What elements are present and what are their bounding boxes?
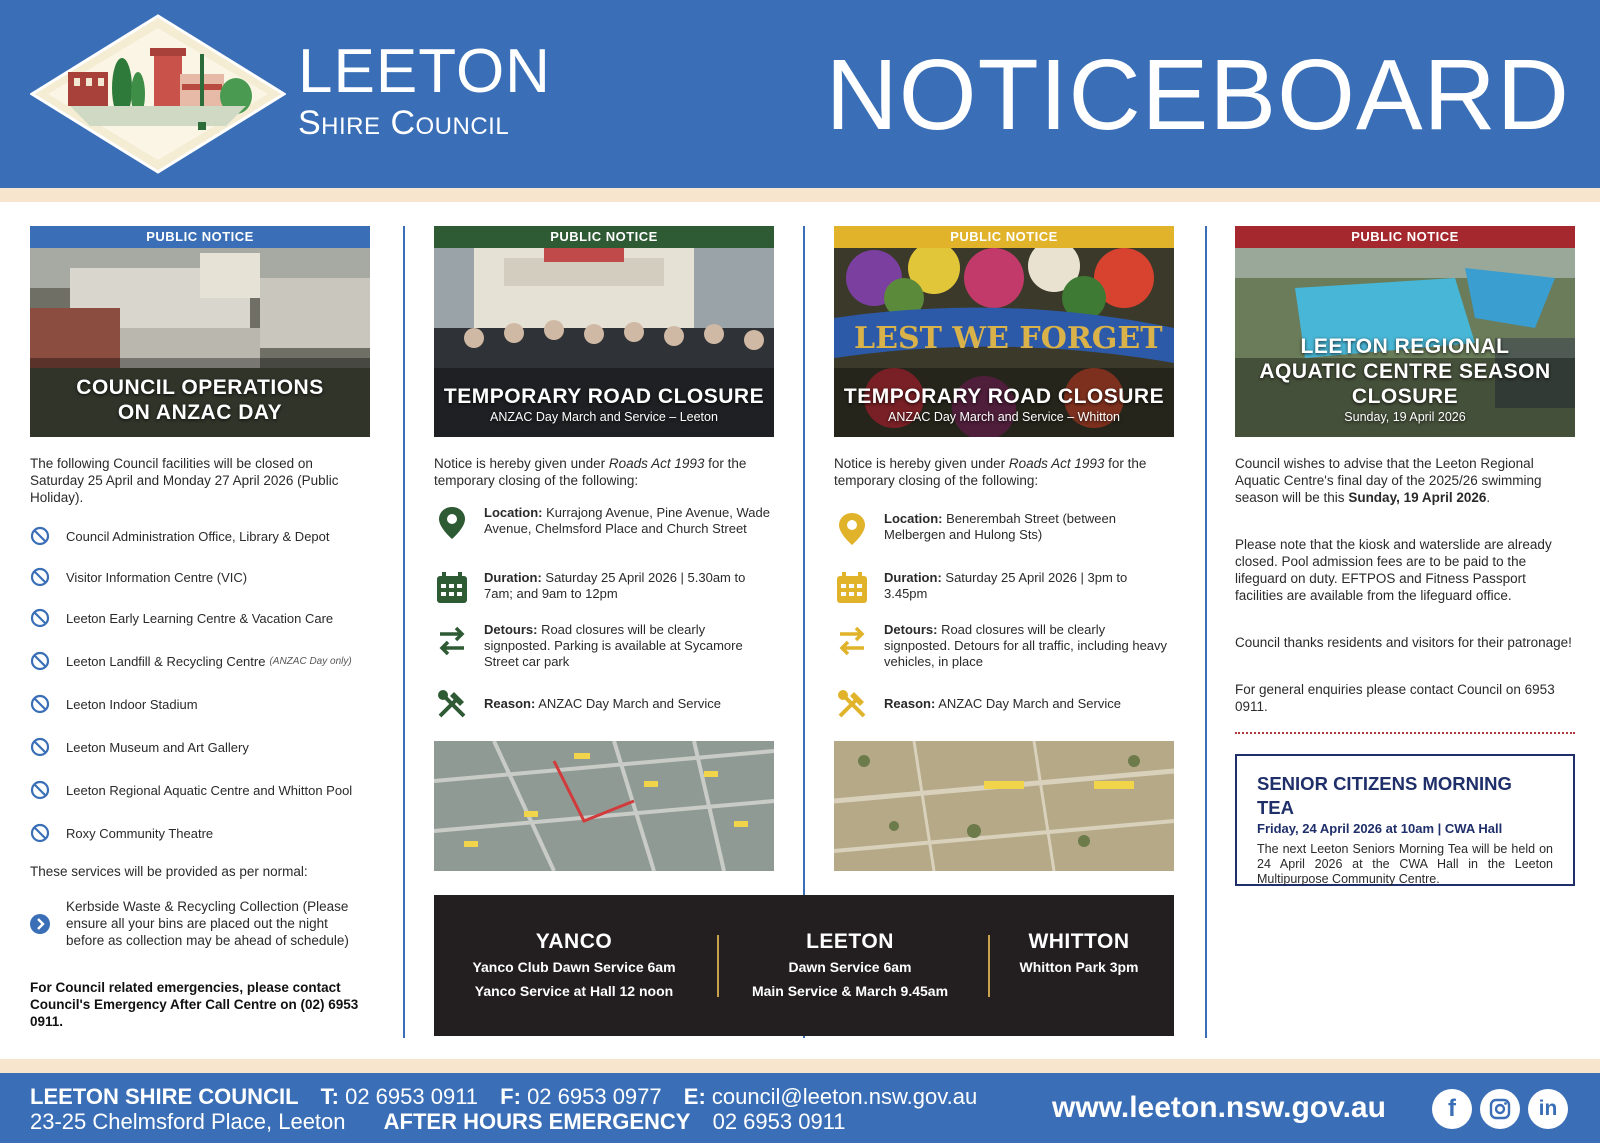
whitton-closure-map	[834, 741, 1174, 871]
council-name	[298, 37, 551, 142]
closed-facility-item	[30, 526, 330, 546]
location-value: Benerembah Street (between Melbergen and Hulong Sts)	[884, 511, 1116, 542]
service-location-name: YANCO	[535, 930, 613, 953]
tools-icon	[434, 686, 470, 722]
public-notice-band: PUBLIC NOTICE	[834, 226, 1174, 248]
footer-address: 23-25 Chelmsford Place, Leeton	[30, 1109, 346, 1134]
facility-label: Leeton Regional Aquatic Centre and Whitton Pool	[66, 782, 353, 798]
facebook-icon[interactable]: f	[1432, 1089, 1472, 1129]
footer-strip	[0, 1059, 1600, 1073]
normal-service-item	[30, 898, 356, 949]
public-notice-band: PUBLIC NOTICE	[434, 226, 774, 248]
council-name-line1: LEETON	[298, 37, 551, 106]
duration-label: Duration:	[484, 570, 542, 585]
gold-separator	[717, 935, 719, 997]
closed-facility-item	[30, 737, 249, 757]
roads-act-name: Roads Act 1993	[608, 456, 705, 471]
roads-act-intro	[834, 455, 1174, 489]
location-label: Location:	[884, 511, 943, 526]
detour-arrows-icon	[834, 622, 870, 658]
duration-detail	[834, 570, 1174, 606]
service-leeton	[730, 929, 970, 1003]
location-detail	[834, 511, 1174, 547]
leeton-closure-map	[434, 741, 774, 871]
facility-label: Leeton Indoor Stadium	[66, 696, 198, 712]
email-label: E:	[683, 1084, 706, 1109]
website-link[interactable]: www.leeton.nsw.gov.au	[1052, 1091, 1386, 1124]
calendar-icon	[434, 570, 470, 606]
hero-caption	[834, 384, 1174, 425]
duration-detail	[434, 570, 774, 606]
service-location-name: LEETON	[806, 930, 894, 953]
column-divider-3	[1205, 226, 1207, 1038]
closure-date: Sunday, 19 April 2026	[1348, 490, 1487, 505]
closed-facility-item	[30, 823, 213, 843]
notice-subtitle: Sunday, 19 April 2026	[1344, 410, 1466, 424]
prohibited-icon	[30, 737, 50, 757]
reason-label: Reason:	[884, 696, 936, 711]
tools-icon	[834, 686, 870, 722]
prohibited-icon	[30, 780, 50, 800]
prohibited-icon	[30, 567, 50, 587]
service-time: Yanco Service at Hall 12 noon	[474, 983, 674, 999]
tea-title: SENIOR CITIZENS MORNING TEA	[1257, 773, 1512, 818]
prohibited-icon	[30, 526, 50, 546]
notice-card-council-operations	[30, 226, 370, 437]
page-title: NOTICEBOARD	[825, 39, 1570, 151]
location-value: Kurrajong Avenue, Pine Avenue, Wade Avenue, Chelmsford Place and Church Street	[484, 505, 770, 536]
dotted-divider	[1235, 732, 1575, 734]
wreath-photo	[834, 248, 1174, 437]
arrow-circle-icon	[30, 914, 50, 934]
detours-value: Road closures will be clearly signposted. Parking is available at Sycamore Street car park	[484, 622, 743, 669]
reason-detail	[434, 686, 774, 722]
service-yanco	[454, 929, 694, 1003]
intro-text-b: for the temporary closing of the following:	[434, 456, 747, 488]
detours-label: Detours:	[484, 622, 538, 637]
notice-title: COUNCIL OPERATIONS ON ANZAC DAY	[76, 376, 324, 424]
phone-label: T:	[320, 1084, 339, 1109]
prohibited-icon	[30, 651, 50, 671]
council-logo	[30, 14, 286, 174]
facility-label: Leeton Landfill & Recycling Centre	[66, 653, 266, 669]
notice-subtitle: ANZAC Day March and Service – Leeton	[490, 410, 718, 424]
anzac-service-times	[434, 895, 1174, 1036]
facility-label: Leeton Early Learning Centre & Vacation Care	[66, 610, 334, 626]
ribbon-text: LEST WE FORGET	[854, 321, 1163, 356]
kiosk-notice-paragraph: Please note that the kiosk and waterslide are already closed. Pool admission fees are to be paid to the lifeguard on duty. EFTPOS and Fitness Passport facilities are available from the lifeguard office.	[1235, 537, 1552, 603]
service-time: Whitton Park 3pm	[1019, 959, 1139, 975]
footer-contact-row	[30, 1084, 977, 1110]
duration-label: Duration:	[884, 570, 942, 585]
instagram-icon[interactable]	[1480, 1089, 1520, 1129]
public-notice-band: PUBLIC NOTICE	[1235, 226, 1575, 248]
closed-facility-item	[30, 608, 333, 628]
header-strip	[0, 188, 1600, 202]
paragraph-end: .	[1486, 490, 1491, 505]
reason-value: ANZAC Day March and Service	[935, 696, 1121, 711]
notice-subtitle: ANZAC Day March and Service – Whitton	[887, 410, 1121, 424]
council-building-photo	[30, 248, 370, 437]
detours-value: Road closures will be clearly signposted. Detours for all traffic, including heavy vehicles, in place	[884, 622, 1168, 669]
closed-facility-item	[30, 651, 352, 671]
normal-services-heading: These services will be provided as per normal:	[30, 864, 308, 879]
after-hours-phone[interactable]: 02 6953 0911	[712, 1109, 846, 1134]
footer-org: LEETON SHIRE COUNCIL	[30, 1084, 299, 1109]
anzac-march-photo	[434, 248, 774, 437]
service-time: Yanco Club Dawn Service 6am	[472, 959, 676, 975]
closed-facility-item	[30, 780, 352, 800]
closed-facility-item	[30, 694, 198, 714]
footer-phone[interactable]: 02 6953 0911	[345, 1084, 479, 1109]
footer-fax: 02 6953 0977	[527, 1084, 662, 1109]
footer-address-row	[30, 1109, 846, 1135]
public-notice-band: PUBLIC NOTICE	[30, 226, 370, 248]
facility-note: (ANZAC Day only)	[269, 655, 352, 667]
service-location-name: WHITTON	[1028, 930, 1130, 953]
aquatic-centre-photo	[1235, 248, 1575, 437]
duration-value: Saturday 25 April 2026 | 3pm to 3.45pm	[884, 570, 1128, 601]
intro-text-a: Notice is hereby given under	[834, 456, 1009, 471]
intro-text-b: for the temporary closing of the following:	[834, 456, 1147, 488]
after-hours-label: AFTER HOURS EMERGENCY	[383, 1109, 691, 1134]
notice-title: TEMPORARY ROAD CLOSURE	[843, 385, 1165, 408]
facility-label: Visitor Information Centre (VIC)	[66, 569, 248, 585]
column-divider-1	[403, 226, 405, 1038]
thanks-paragraph: Council thanks residents and visitors for their patronage!	[1235, 635, 1572, 650]
location-pin-icon	[434, 505, 470, 541]
notice-card-whitton-road-closure	[834, 226, 1174, 437]
roads-act-name: Roads Act 1993	[1008, 456, 1105, 471]
footer-email[interactable]: council@leeton.nsw.gov.au	[711, 1084, 978, 1109]
notice-title: TEMPORARY ROAD CLOSURE	[443, 385, 765, 408]
notice-card-leeton-road-closure	[434, 226, 774, 437]
location-pin-icon	[834, 511, 870, 547]
detours-detail	[434, 622, 774, 670]
hero-caption	[434, 384, 774, 425]
senior-morning-tea-box	[1235, 754, 1575, 886]
footer	[0, 1073, 1600, 1143]
calendar-icon	[834, 570, 870, 606]
linkedin-icon[interactable]: in	[1528, 1089, 1568, 1129]
hero-caption	[1235, 334, 1575, 425]
reason-label: Reason:	[484, 696, 536, 711]
emergency-contact: For Council related emergencies, please contact Council's Emergency After Call Centre on (02) 6953 0911.	[30, 980, 359, 1029]
closed-facility-item	[30, 567, 247, 587]
paragraph-text: Council wishes to advise that the Leeton Regional Aquatic Centre's final day of the 2025/26 swimming season will be this	[1235, 456, 1542, 505]
service-time: Main Service & March 9.45am	[751, 983, 949, 999]
prohibited-icon	[30, 694, 50, 714]
prohibited-icon	[30, 823, 50, 843]
reason-detail	[834, 686, 1174, 722]
facility-label: Council Administration Office, Library & Depot	[66, 528, 330, 544]
facility-label: Roxy Community Theatre	[66, 825, 214, 841]
service-time: Dawn Service 6am	[788, 959, 912, 975]
reason-value: ANZAC Day March and Service	[535, 696, 721, 711]
council-name-line2: Shire Council	[298, 104, 510, 142]
location-label: Location:	[484, 505, 543, 520]
service-whitton	[1004, 929, 1154, 979]
fax-label: F:	[500, 1084, 521, 1109]
closure-intro: The following Council facilities will be closed on Saturday 25 April and Monday 27 April 2026 (Public Holiday).	[30, 456, 339, 505]
tea-description: The next Leeton Seniors Morning Tea will be held on 24 April 2026 at the CWA Hall in the Leeton Multipurpose Community Centre.	[1257, 842, 1553, 886]
prohibited-icon	[30, 608, 50, 628]
facility-label: Leeton Museum and Art Gallery	[66, 739, 249, 755]
gold-separator	[988, 935, 990, 997]
duration-value: Saturday 25 April 2026 | 5.30am to 7am; and 9am to 12pm	[484, 570, 746, 601]
kerbside-collection-text: Kerbside Waste & Recycling Collection (Please ensure all your bins are placed out the night before as collection may be ahead of schedule)	[66, 899, 349, 948]
season-closure-paragraph	[1235, 455, 1575, 506]
header	[0, 0, 1600, 188]
tea-date: Friday, 24 April 2026 at 10am | CWA Hall	[1257, 821, 1503, 836]
hero-caption	[30, 375, 370, 425]
detours-detail	[834, 622, 1174, 670]
notice-card-aquatic-centre	[1235, 226, 1575, 437]
notice-title: LEETON REGIONAL AQUATIC CENTRE SEASON CLOSURE	[1259, 335, 1551, 408]
roads-act-intro	[434, 455, 774, 489]
detour-arrows-icon	[434, 622, 470, 658]
detours-label: Detours:	[884, 622, 938, 637]
location-detail	[434, 505, 774, 541]
intro-text-a: Notice is hereby given under	[434, 456, 609, 471]
enquiries-paragraph: For general enquiries please contact Council on 6953 0911.	[1235, 682, 1555, 714]
